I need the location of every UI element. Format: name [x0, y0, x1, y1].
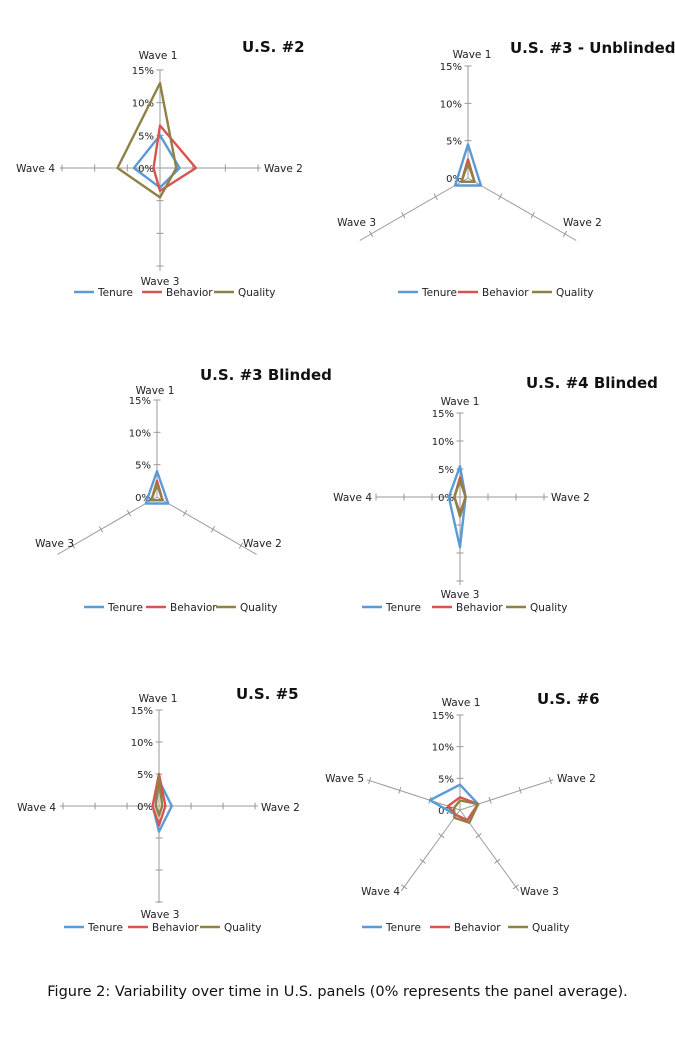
tick-label: 10% — [131, 98, 154, 110]
axis-label-wave-1: Wave 1 — [441, 697, 481, 709]
tick-label: 15% — [131, 66, 154, 77]
chart-title: U.S. #3 - Unblinded — [510, 39, 675, 57]
tick-label: 0% — [137, 802, 153, 813]
axis-tick-mark — [531, 212, 535, 218]
legend-label-tenure: Tenure — [108, 602, 143, 614]
chart-title: U.S. #2 — [242, 38, 305, 56]
legend-label-behavior: Behavior — [482, 287, 529, 299]
tick-label: 5% — [446, 136, 462, 148]
chart-title: U.S. #4 Blinded — [526, 374, 658, 392]
tick-label: 15% — [431, 711, 454, 722]
axis-tick-mark — [499, 194, 503, 200]
axis-line-4 — [401, 810, 460, 891]
legend-label-tenure: Tenure — [98, 287, 133, 299]
legend-label-tenure: Tenure — [386, 602, 421, 614]
tick-label: 10% — [431, 742, 454, 754]
axis-label-wave-2: Wave 2 — [551, 492, 590, 504]
legend-label-tenure: Tenure — [386, 922, 421, 934]
axis-tick-mark — [401, 885, 407, 889]
radar-chart-5 — [17, 685, 300, 934]
axis-label-wave-2: Wave 2 — [557, 773, 596, 785]
axis-label-wave-4: Wave 4 — [333, 492, 372, 504]
axis-label-wave-3: Wave 3 — [140, 909, 180, 921]
axis-label-wave-2: Wave 2 — [264, 163, 303, 175]
axis-label-wave-2: Wave 2 — [261, 802, 300, 814]
axis-tick-mark — [402, 212, 406, 218]
tick-label: 5% — [137, 770, 153, 781]
axis-tick-mark — [420, 859, 426, 863]
axis-label-wave-3: Wave 3 — [337, 217, 376, 229]
radar-chart-3 — [35, 366, 332, 614]
axis-tick-mark — [513, 885, 519, 889]
axis-tick-mark — [434, 194, 438, 200]
axis-label-wave-3: Wave 3 — [440, 589, 480, 601]
axis-label-wave-2: Wave 2 — [563, 217, 602, 229]
tick-label: 0% — [438, 493, 454, 504]
legend-label-quality: Quality — [240, 602, 278, 614]
axis-tick-mark — [563, 231, 567, 237]
radar-chart-4 — [333, 374, 658, 614]
axis-tick-mark — [369, 231, 373, 237]
axis-label-wave-1: Wave 1 — [138, 50, 178, 62]
legend-label-behavior: Behavior — [152, 922, 199, 934]
tick-label: 0% — [446, 174, 462, 185]
axis-label-wave-1: Wave 1 — [135, 385, 175, 397]
axis-label-wave-4: Wave 4 — [16, 163, 55, 175]
axis-tick-mark — [494, 859, 500, 863]
axis-line-2 — [460, 780, 553, 810]
legend-label-quality: Quality — [556, 287, 594, 299]
legend-label-quality: Quality — [532, 922, 570, 934]
axis-tick-mark — [476, 834, 482, 838]
tick-label: 15% — [439, 62, 462, 73]
tick-label: 10% — [431, 437, 454, 448]
tick-label: 15% — [128, 396, 151, 407]
tick-label: 5% — [135, 460, 151, 472]
axis-label-wave-4: Wave 4 — [17, 802, 56, 814]
tick-label: 10% — [439, 99, 462, 111]
tick-label: 5% — [438, 465, 454, 476]
tick-label: 10% — [128, 428, 151, 440]
legend-label-quality: Quality — [224, 922, 262, 934]
axis-label-wave-4: Wave 4 — [361, 886, 400, 898]
axis-label-wave-3: Wave 3 — [520, 886, 559, 898]
axis-tick-mark — [439, 834, 445, 838]
tick-label: 10% — [130, 738, 153, 749]
chart-title: U.S. #3 Blinded — [200, 366, 332, 384]
legend-label-tenure: Tenure — [88, 922, 123, 934]
radar-chart-1 — [16, 38, 304, 299]
legend-label-behavior: Behavior — [166, 287, 213, 299]
tick-label: 15% — [431, 409, 454, 420]
axis-line-3 — [360, 178, 468, 241]
axis-label-wave-1: Wave 1 — [440, 396, 480, 408]
tick-label: 0% — [438, 806, 454, 817]
axis-label-wave-2: Wave 2 — [243, 538, 282, 550]
axis-tick-mark — [183, 510, 187, 516]
axis-label-wave-5: Wave 5 — [325, 773, 364, 785]
legend-label-quality: Quality — [530, 602, 568, 614]
axis-tick-mark — [211, 526, 215, 532]
chart-title: U.S. #5 — [236, 685, 299, 703]
legend-label-quality: Quality — [238, 287, 276, 299]
tick-label: 0% — [138, 164, 154, 175]
axis-line-2 — [157, 497, 257, 555]
radar-chart-6 — [325, 690, 599, 934]
figure-caption: Figure 2: Variability over time in U.S. panels (0% represents the panel average). — [47, 984, 628, 1000]
chart-title: U.S. #6 — [537, 690, 600, 708]
radar-chart-2 — [337, 39, 675, 299]
axis-tick-mark — [127, 510, 130, 516]
tick-label: 15% — [130, 706, 153, 717]
axis-label-wave-3: Wave 3 — [140, 276, 180, 288]
axis-label-wave-1: Wave 1 — [138, 693, 178, 705]
axis-line-2 — [468, 178, 576, 241]
legend-label-behavior: Behavior — [170, 602, 217, 614]
tick-label: 5% — [138, 131, 154, 143]
axis-label-wave-3: Wave 3 — [35, 538, 74, 550]
tick-label: 5% — [438, 774, 454, 786]
legend-label-tenure: Tenure — [422, 287, 457, 299]
legend-label-behavior: Behavior — [456, 602, 503, 614]
legend-label-behavior: Behavior — [454, 922, 501, 934]
axis-tick-mark — [99, 526, 103, 532]
axis-label-wave-1: Wave 1 — [452, 49, 492, 61]
tick-label: 0% — [135, 493, 151, 504]
